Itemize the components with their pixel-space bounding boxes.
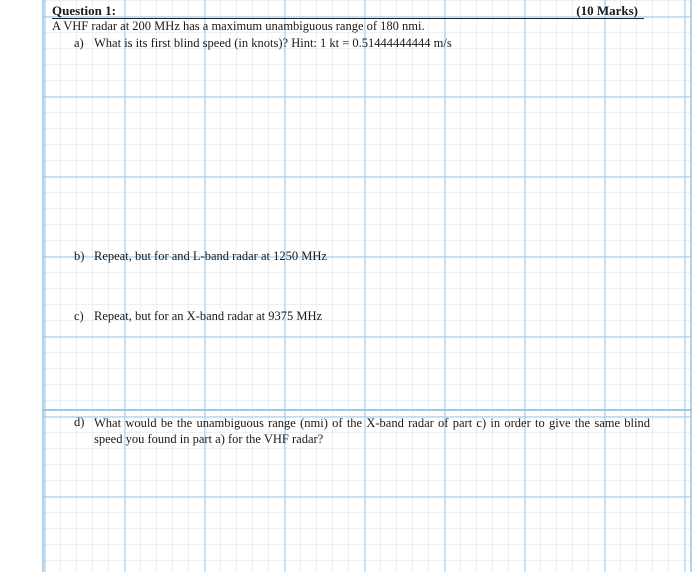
question-intro: A VHF radar at 200 MHz has a maximum unambiguous range of 180 nmi. [52, 19, 425, 33]
section-divider [42, 409, 692, 411]
part-b-letter: b) [74, 249, 85, 263]
part-b [74, 249, 634, 264]
question-header [52, 3, 644, 19]
part-a-text: What is its first blind speed (in knots)? Hint: 1 kt = 0.51444444444 m/s [94, 36, 452, 50]
grid-paper-sheet [42, 0, 692, 572]
part-d-text: What would be the unambiguous range (nmi) of the X-band radar of part c) in order to give the same blind speed you found in part a) for the VHF radar? [94, 416, 650, 446]
part-b-text: Repeat, but for and L-band radar at 1250 MHz [94, 249, 327, 263]
part-c-letter: c) [74, 309, 84, 323]
part-a-letter: a) [74, 36, 84, 50]
part-c-text: Repeat, but for an X-band radar at 9375 MHz [94, 309, 323, 323]
question-marks: (10 Marks) [576, 3, 638, 18]
part-a [74, 36, 634, 51]
question-title: Question 1: [52, 3, 116, 18]
part-c [74, 309, 634, 324]
part-d [74, 415, 650, 447]
part-d-letter: d) [74, 415, 85, 429]
